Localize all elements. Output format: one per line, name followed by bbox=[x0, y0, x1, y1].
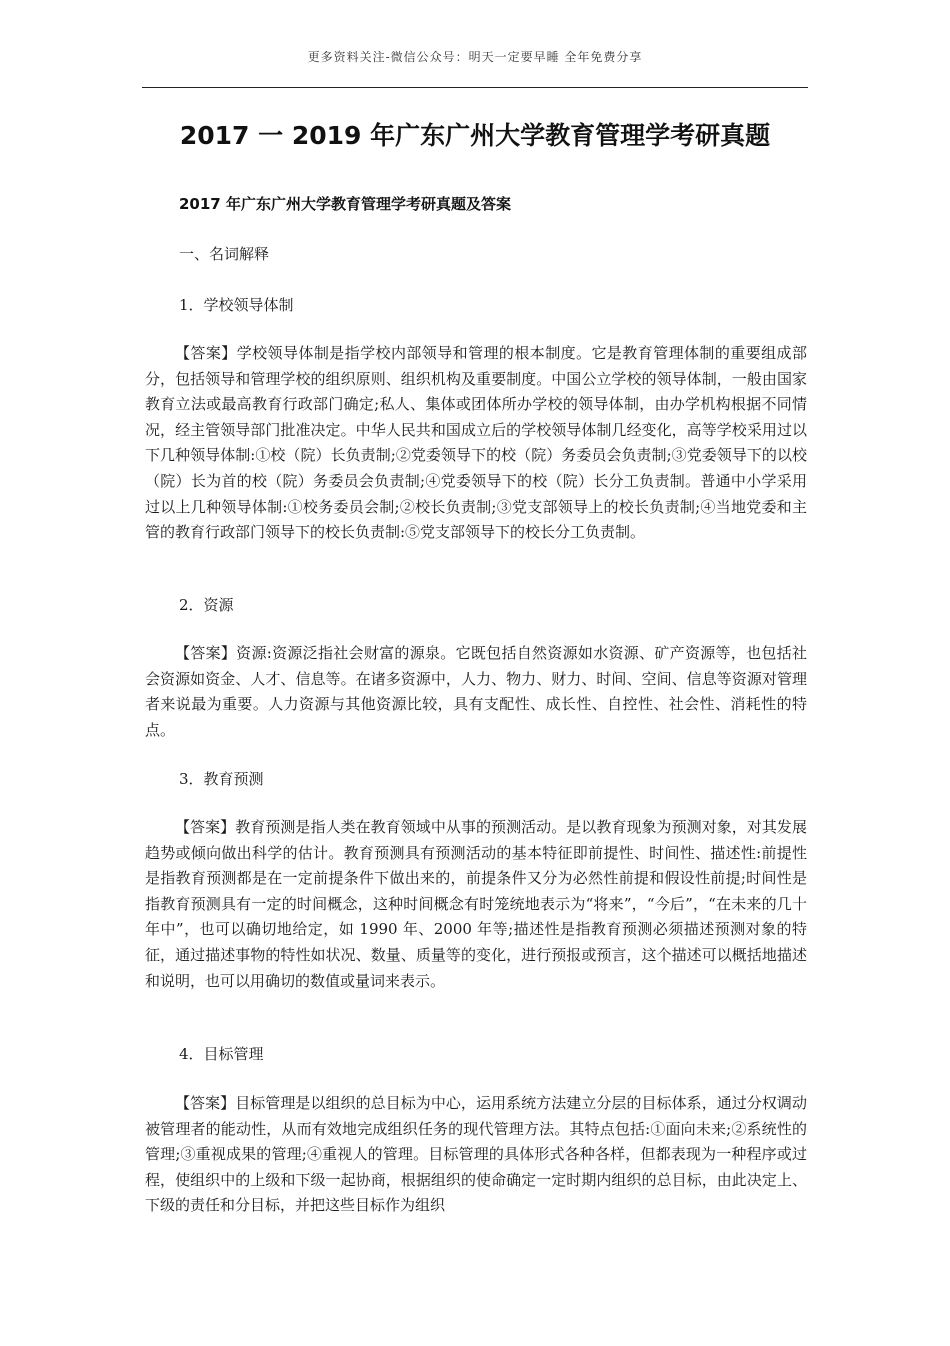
answer-tag: 【答案】 bbox=[175, 1094, 236, 1112]
part-heading: 一、名词解释 bbox=[179, 245, 270, 263]
answer-paragraph-2 bbox=[145, 641, 807, 743]
answer-paragraph-1 bbox=[145, 341, 807, 546]
term-heading-1: 1．学校领导体制 bbox=[179, 296, 294, 314]
section-title: 2017 年广东广州大学教育管理学考研真题及答案 bbox=[179, 195, 511, 213]
document-title: 2017 一 2019 年广东广州大学教育管理学考研真题 bbox=[179, 121, 771, 150]
header-note: 更多资料关注-微信公众号：明天一定要早睡 全年免费分享 bbox=[307, 50, 643, 64]
answer-paragraph-3 bbox=[145, 815, 807, 994]
term-heading-2: 2．资源 bbox=[179, 596, 234, 614]
term-heading-3: 3．教育预测 bbox=[179, 770, 264, 788]
answer-tag: 【答案】 bbox=[175, 344, 237, 362]
answer-text: 目标管理是以组织的总目标为中心，运用系统方法建立分层的目标体系，通过分权调动被管理者的能动性，从而有效地完成组织任务的现代管理方法。其特点包括:①面向未来;②系统性的管理;③重视成果的管理;④重视人的管理。目标管理的具体形式各种各样，但都表现为一种程序或过程，使组织中的上级和下级一起协商，根据组织的使命确定一定时期内组织的总目标，由此决定上、下级的责任和分目标，并把这些目标作为组织 bbox=[145, 1094, 807, 1215]
answer-text: 学校领导体制是指学校内部领导和管理的根本制度。它是教育管理体制的重要组成部分，包括领导和管理学校的组织原则、组织机构及重要制度。中国公立学校的领导体制，一般由国家教育立法或最高教育行政部门确定;私人、集体或团体所办学校的领导体制，由办学机构根据不同情况，经主管领导部门批准决定。中华人民共和国成立后的学校领导体制几经变化，高等学校采用过以下几种领导体制:①校（院）长负责制;②党委领导下的校（院）务委员会负责制;③党委领导下的以校（院）长为首的校（院）务委员会负责制;④党委领导下的校（院）长分工负责制。普通中小学采用过以上几种领导体制:①校务委员会制;②校长负责制;③党支部领导上的校长负责制;④当地党委和主管的教育行政部门领导下的校长负责制:⑤党支部领导下的校长分工负责制。 bbox=[145, 344, 807, 542]
answer-tag: 【答案】 bbox=[175, 818, 236, 836]
answer-tag: 【答案】 bbox=[175, 644, 237, 662]
answer-text: 教育预测是指人类在教育领域中从事的预测活动。是以教育现象为预测对象，对其发展趋势或倾向做出科学的估计。教育预测具有预测活动的基本特征即前提性、时间性、描述性:前提性是指教育预测都是在一定前提条件下做出来的，前提条件又分为必然性前提和假设性前提;时间性是指教育预测具有一定的时间概念，这种时间概念有时笼统地表示为“将来”，“今后”，“在未来的几十年中”，也可以确切地给定，如 1990 年、2000 年等;描述性是指教育预测必须描述预测对象的特征，通过描述事物的特性如状况、数量、质量等的变化，进行预报或预言，这个描述可以概括地描述和说明，也可以用确切的数值或量词来表示。 bbox=[145, 818, 807, 990]
term-heading-4: 4．目标管理 bbox=[179, 1045, 264, 1063]
answer-paragraph-4 bbox=[145, 1091, 807, 1219]
header-divider bbox=[142, 87, 808, 88]
answer-text: 资源:资源泛指社会财富的源泉。它既包括自然资源如水资源、矿产资源等，也包括社会资源如资金、人才、信息等。在诸多资源中，人力、物力、财力、时间、空间、信息等资源对管理者来说最为重要。人力资源与其他资源比较，具有支配性、成长性、自控性、社会性、消耗性的特点。 bbox=[145, 644, 807, 739]
